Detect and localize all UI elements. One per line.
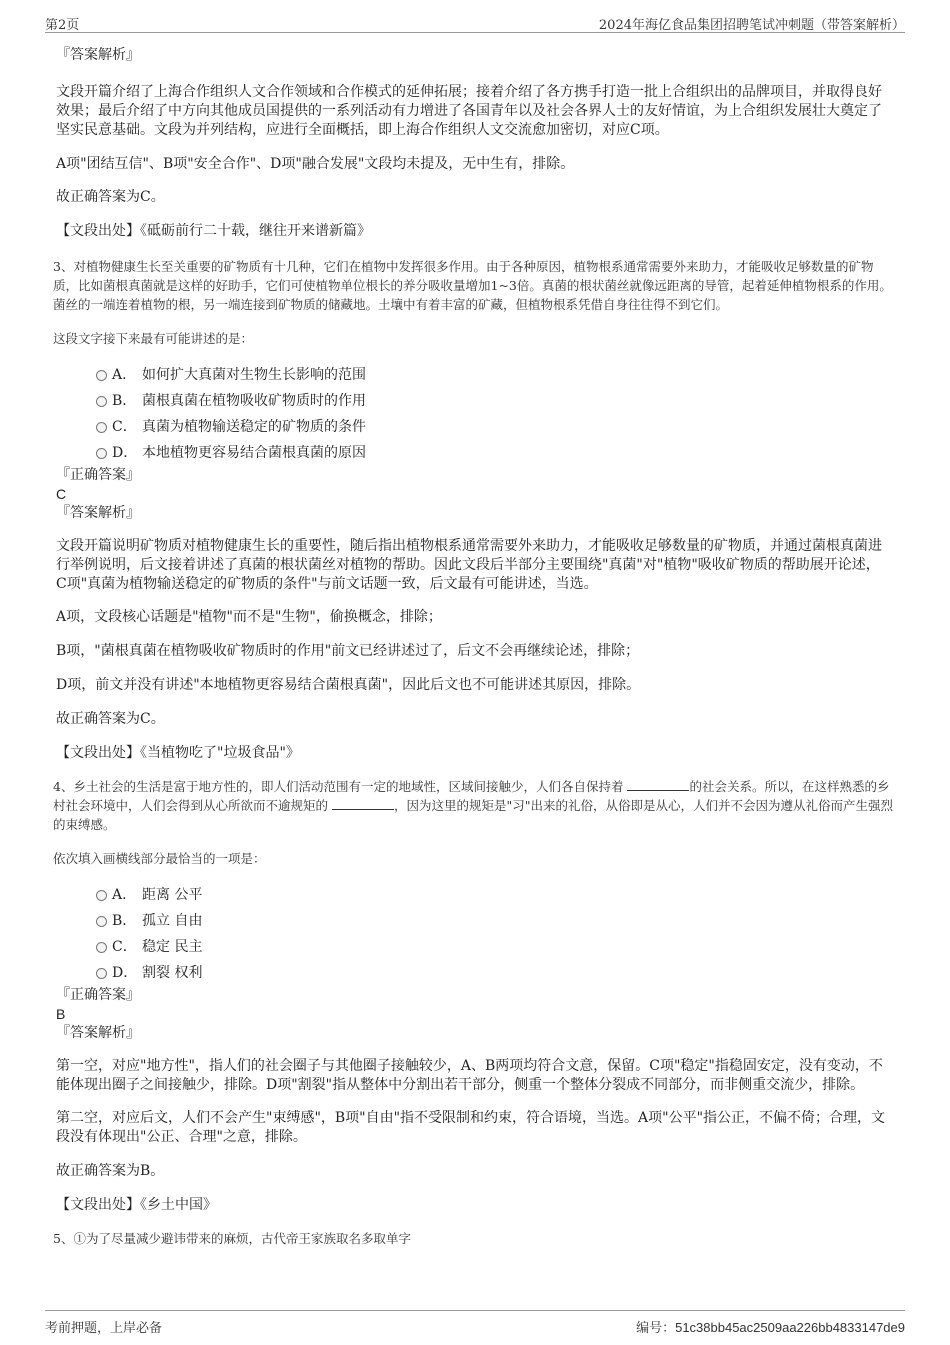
option-list — [56, 362, 896, 466]
question-stem: 4、乡土社会的生活是富于地方性的，即人们活动范围有一定的地域性，区域间接触少，人们各自保持着 的社会关系。所以，在这样熟悉的乡村社会环境中，人们会得到从心所欲而不逾规矩的 ，因为这里的规矩是"习"出来的礼俗，从俗即是从心，人们并不会因为遵从礼俗而产生强烈的束缚感。 — [53, 779, 894, 832]
source-citation: 【文段出处】《砥砺前行二十载，继往开来谱新篇》 — [56, 223, 371, 239]
answer-conclusion: 故正确答案为B。 — [56, 1163, 165, 1179]
document-body — [53, 44, 896, 1248]
radio-button[interactable] — [96, 942, 107, 953]
answer-conclusion: 故正确答案为C。 — [56, 189, 165, 205]
page-header — [45, 12, 905, 33]
page-number: 第2页 — [45, 18, 80, 33]
option-c[interactable]: C． 真菌为植物输送稳定的矿物质的条件 — [56, 414, 896, 440]
analysis-paragraph: 第一空，对应"地方性"，指人们的社会圈子与其他圈子接触较少，A、B两项均符合文意，保留。C项"稳定"指稳固安定，没有变动，不能体现出圈子之间接触少，排除。D项"割裂"指从整体中分割出若干部分，侧重一个整体分裂成不同部分，而非侧重交流少，排除。 — [56, 1058, 883, 1093]
analysis-label: 『答案解析』 — [56, 1025, 140, 1041]
analysis-paragraph: A项，文段核心话题是"植物"而不是"生物"，偷换概念，排除； — [56, 609, 442, 625]
page-footer — [45, 1310, 905, 1337]
question-prompt: 这段文字接下来最有可能讲述的是： — [53, 331, 254, 346]
option-b[interactable]: B． 孤立 自由 — [56, 908, 896, 934]
radio-button[interactable] — [96, 448, 107, 459]
question-stem: 3、对植物健康生长至关重要的矿物质有十几种，它们在植物中发挥很多作用。由于各种原因，植物根系通常需要外来助力，才能吸收足够数量的矿物质，比如菌根真菌就是这样的好助手，它们可使植物单位根长的养分吸收量增加1~3倍。真菌的根状菌丝就像远距离的导管，起着延伸植物根系的作用。菌丝的一端连着植物的根，另一端连接到矿物质的储藏地。土壤中有着丰富的矿藏，但植物根系凭借自身往往得不到它们。 — [53, 259, 892, 312]
radio-button[interactable] — [96, 422, 107, 433]
fill-blank — [332, 797, 394, 810]
radio-button[interactable] — [96, 370, 107, 381]
analysis-paragraph: 文段开篇介绍了上海合作组织人文合作领域和合作模式的延伸拓展；接着介绍了各方携手打造一批上合组织出的品牌项目，并取得良好效果；最后介绍了中方向其他成员国提供的一系列活动有力增进了各国青年以及社会各界人士的友好情谊，为上合组织发展壮大奠定了坚实民意基础。文段为并列结构，应进行全面概括，即上海合作组织人文交流愈加密切，对应C项。 — [56, 84, 882, 138]
radio-button[interactable] — [96, 916, 107, 927]
analysis-label: 『答案解析』 — [56, 505, 140, 521]
analysis-paragraph: B项，"菌根真菌在植物吸收矿物质时的作用"前文已经讲述过了，后文不会再继续论述，排除； — [56, 643, 640, 659]
option-a[interactable]: A． 如何扩大真菌对生物生长影响的范围 — [56, 362, 896, 388]
option-d[interactable]: D． 割裂 权利 — [56, 960, 896, 986]
answer-conclusion: 故正确答案为C。 — [56, 711, 165, 727]
radio-button[interactable] — [96, 968, 107, 979]
source-citation: 【文段出处】《当植物吃了"垃圾食品"》 — [56, 745, 300, 761]
source-citation: 【文段出处】《乡土中国》 — [56, 1197, 217, 1213]
option-b[interactable]: B． 菌根真菌在植物吸收矿物质时的作用 — [56, 388, 896, 414]
question-prompt: 依次填入画横线部分最恰当的一项是： — [53, 851, 266, 866]
fill-blank — [627, 778, 689, 791]
radio-button[interactable] — [96, 890, 107, 901]
analysis-label: 『答案解析』 — [56, 47, 140, 63]
analysis-paragraph: A项"团结互信"、B项"安全合作"、D项"融合发展"文段均未提及，无中生有，排除。 — [56, 156, 575, 172]
option-list — [56, 882, 896, 986]
footer-slogan: 考前押题，上岸必备 — [45, 1321, 163, 1336]
correct-answer: C — [56, 486, 67, 502]
correct-answer-label: 『正确答案』 — [56, 987, 140, 1003]
analysis-paragraph: D项，前文并没有讲述"本地植物更容易结合菌根真菌"，因此后文也不可能讲述其原因，排除。 — [56, 677, 641, 693]
document-code: 编号：51c38bb45ac2509aa226bb4833147de9 — [636, 1320, 905, 1336]
question-stem: 5、①为了尽量减少避讳带来的麻烦，古代帝王家族取名多取单字 — [53, 1231, 411, 1246]
option-c[interactable]: C． 稳定 民主 — [56, 934, 896, 960]
analysis-paragraph: 第二空，对应后文，人们不会产生"束缚感"，B项"自由"指不受限制和约束，符合语境，当选。A项"公平"指公正，不偏不倚；合理，文段没有体现出"公正、合理"之意，排除。 — [56, 1110, 886, 1145]
document-title: 2024年海亿食品集团招聘笔试冲刺题（带答案解析） — [598, 18, 905, 33]
option-d[interactable]: D． 本地植物更容易结合菌根真菌的原因 — [56, 440, 896, 466]
correct-answer: B — [56, 1006, 66, 1022]
analysis-paragraph: 文段开篇说明矿物质对植物健康生长的重要性，随后指出植物根系通常需要外来助力，才能吸收足够数量的矿物质，并通过菌根真菌进行举例说明，后文接着讲述了真菌的根状菌丝对植物的帮助。因此文段后半部分主要围绕"真菌"对"植物"吸收矿物质的帮助展开论述，C项"真菌为植物输送稳定的矿物质的条件"与前文话题一致，后文最有可能讲述，当选。 — [56, 538, 882, 592]
correct-answer-label: 『正确答案』 — [56, 467, 140, 483]
radio-button[interactable] — [96, 396, 107, 407]
option-a[interactable]: A． 距离 公平 — [56, 882, 896, 908]
